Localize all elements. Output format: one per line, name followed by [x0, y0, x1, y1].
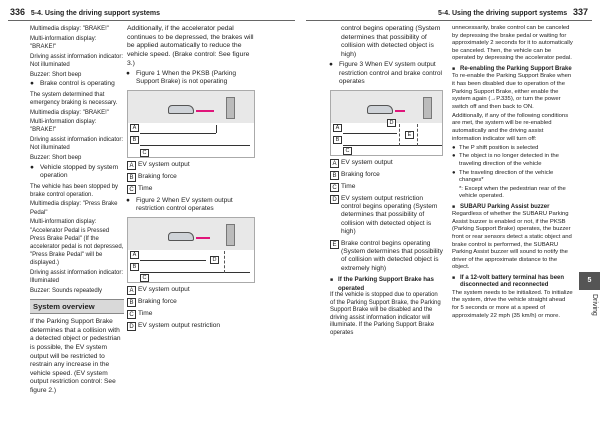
figure-1-legend	[127, 161, 255, 194]
legend-item: D EV system output restriction	[127, 322, 255, 331]
figure-3-illustration: A B C D E	[330, 90, 443, 156]
paragraph: Regardless of whether the SUBARU Parking Assist buzzer is enabled or not, if the PKSB (Parking Support Brake) operates, the buzzer front or rear sensors detect a static object and brake control is performed, the SUBARU Parking Assist buzzer will sound to notify the driver of the approximate distance to the object.	[452, 211, 572, 271]
text-line: Driving assist information indicator: Illuminated	[30, 270, 124, 285]
text-line: Multimedia display: "BRAKE!"	[30, 109, 109, 116]
text-line: Multi-information display: "BRAKE!"	[30, 35, 97, 50]
left-section-title: 5-4. Using the driving support systems	[30, 10, 161, 17]
bullet-icon: ●	[329, 61, 333, 69]
figure-2-legend	[127, 286, 255, 331]
paragraph: The system needs to be initialized. To initialize the system, drive the vehicle straight ahead for 5 seconds or more at a speed of approximately 22 mph (35 km/h) or more.	[452, 289, 573, 319]
text-line: Buzzer: Short beep	[30, 155, 82, 162]
list-item: ● The object is no longer detected in the traveling direction of the vehicle	[452, 153, 559, 167]
legend-item: A EV system output	[127, 286, 255, 295]
bullet-icon: ●	[30, 163, 34, 171]
paragraph: Additionally, if any of the following conditions are met, the system will be re-enabled automatically and the driving assist information indicator will turn off:	[452, 112, 569, 142]
text-line: Buzzer: Sounds repeatedly	[30, 288, 103, 294]
right-page-header	[438, 5, 588, 19]
legend-item: C Time	[127, 310, 255, 319]
text-line: Multimedia display: "BRAKE!"	[30, 26, 109, 32]
car-icon	[168, 232, 194, 241]
text-line: Driving assist information indicator: Not illuminated	[30, 137, 124, 152]
column-3	[330, 25, 443, 339]
figure-2-illustration: A B C D	[127, 217, 255, 283]
legend-item: B Braking force	[127, 173, 255, 182]
subheading: ■ If a 12-volt battery terminal has been disconnected and reconnected	[452, 275, 565, 289]
square-bullet-icon: ■	[330, 277, 334, 284]
car-icon	[367, 105, 393, 114]
footnote: *: Except when the pedestrian rear of the vehicle operated.	[459, 185, 566, 200]
bullet-heading: ● Vehicle stopped by system operation	[30, 163, 119, 180]
legend-item: C Time	[330, 183, 443, 192]
paragraph: To re-enable the Parking Support Brake when it has been disabled due to operation of the Parking Support Brake, either enable the system again (→P.335), or turn the power switch off and then back to ON.	[452, 73, 572, 110]
list-item: ● The traveling direction of the vehicle changes*	[452, 169, 554, 184]
right-page-number: 337	[572, 7, 588, 17]
bullet-icon: ●	[126, 70, 130, 78]
text-line: Driving assist information indicator: Not illuminated	[30, 53, 124, 68]
paragraph: unnecessarily, brake control can be canceled by depressing the brake pedal or waiting for approximately 2 seconds for it to automatically be canceled. Then, the vehicle can be operated by depressing the accelerator pedal.	[452, 25, 573, 62]
text-line: The vehicle has been stopped by brake control operation.	[30, 183, 119, 198]
chapter-tab-label: Driving	[591, 294, 598, 316]
chapter-tab: 5	[579, 272, 600, 290]
text-line: Multi-information display: "BRAKE!"	[30, 119, 97, 134]
figure-caption: ● Figure 1 When the PKSB (Parking Support Brake) is not operating	[126, 70, 237, 86]
figure-caption: ● Figure 3 When EV system output restriction control and brake control operates	[329, 61, 442, 86]
bullet-icon: ●	[452, 144, 456, 151]
column-2	[127, 25, 255, 334]
square-bullet-icon: ■	[452, 275, 456, 282]
column-1	[30, 25, 124, 397]
figure-3-legend	[330, 159, 443, 274]
right-section-title: 5-4. Using the driving support systems	[437, 10, 568, 17]
car-icon	[168, 105, 194, 114]
square-bullet-icon: ■	[452, 65, 456, 72]
legend-item: B Braking force	[127, 298, 255, 307]
legend-item: A EV system output	[330, 159, 443, 168]
figure-1-illustration: A B C	[127, 90, 255, 158]
paragraph: If the vehicle is stopped due to operation of the Parking Support Brake, the Parking Support Brake will be disabled and the driving assist information indicator will illuminate. If the Parking Support Brake operates	[330, 292, 441, 336]
legend-item: A EV system output	[127, 161, 255, 170]
square-bullet-icon: ■	[452, 203, 456, 210]
wall-icon	[423, 97, 432, 119]
text-line: Buzzer: Short beep	[30, 71, 82, 78]
text-line: Multi-information display: "Accelerator Pedal is Pressed Press Brake Pedal" (If the accelerator pedal is not depressed, "Press Brake Pedal" will be displayed.)	[30, 219, 124, 267]
left-page-number: 336	[10, 7, 26, 17]
column-4	[452, 25, 573, 322]
legend-item: B Braking force	[330, 171, 443, 180]
bullet-icon: ●	[126, 196, 130, 204]
paragraph: If the Parking Support Brake determines that a collision with a detected object or pedestrian is possible, the EV system output will be restricted to restrain any increase in the vehicle speed. (EV system output restriction control: See figure 2.)	[30, 318, 121, 394]
text-line: The system determined that emergency braking is necessary.	[30, 91, 118, 106]
arrow-icon	[395, 110, 405, 112]
legend-item: D EV system output restriction control begins operating (System determines that possibility of collision with detected object is high)	[330, 195, 443, 237]
bullet-icon: ●	[30, 80, 34, 88]
paragraph: control begins operating (System determines that possibility of collision with detected object is high)	[341, 25, 441, 59]
figure-caption: ● Figure 2 When EV system output restriction control operates	[126, 196, 233, 213]
left-page-header	[10, 5, 160, 19]
bullet-heading: ● Brake control is operating	[30, 80, 115, 88]
subheading: ■ SUBARU Parking Assist buzzer	[452, 203, 550, 210]
subheading: ■ Re-enabling the Parking Support Brake	[452, 65, 572, 72]
right-header-rule	[306, 20, 592, 21]
paragraph: Additionally, if the accelerator pedal continues to be depressed, the brakes will be applied automatically to reduce the vehicle speed. (Brake control: See figure 3.)	[127, 25, 254, 67]
bullet-icon: ●	[452, 153, 456, 160]
text-line: Multimedia display: "Press Brake Pedal"	[30, 201, 118, 216]
left-header-rule	[8, 20, 295, 21]
section-heading: System overview	[30, 299, 124, 314]
subheading: ■ If the Parking Support Brake has operated	[330, 276, 434, 292]
arrow-icon	[196, 237, 210, 239]
list-item: ● The P shift position is selected	[452, 144, 539, 151]
legend-item: E Brake control begins operating (System determines that possibility of collision with detected object is extremely high)	[330, 240, 443, 274]
wall-icon	[226, 224, 235, 246]
legend-item: C Time	[127, 185, 255, 194]
bullet-icon: ●	[452, 169, 456, 176]
arrow-icon	[196, 110, 214, 112]
wall-icon	[226, 97, 235, 119]
